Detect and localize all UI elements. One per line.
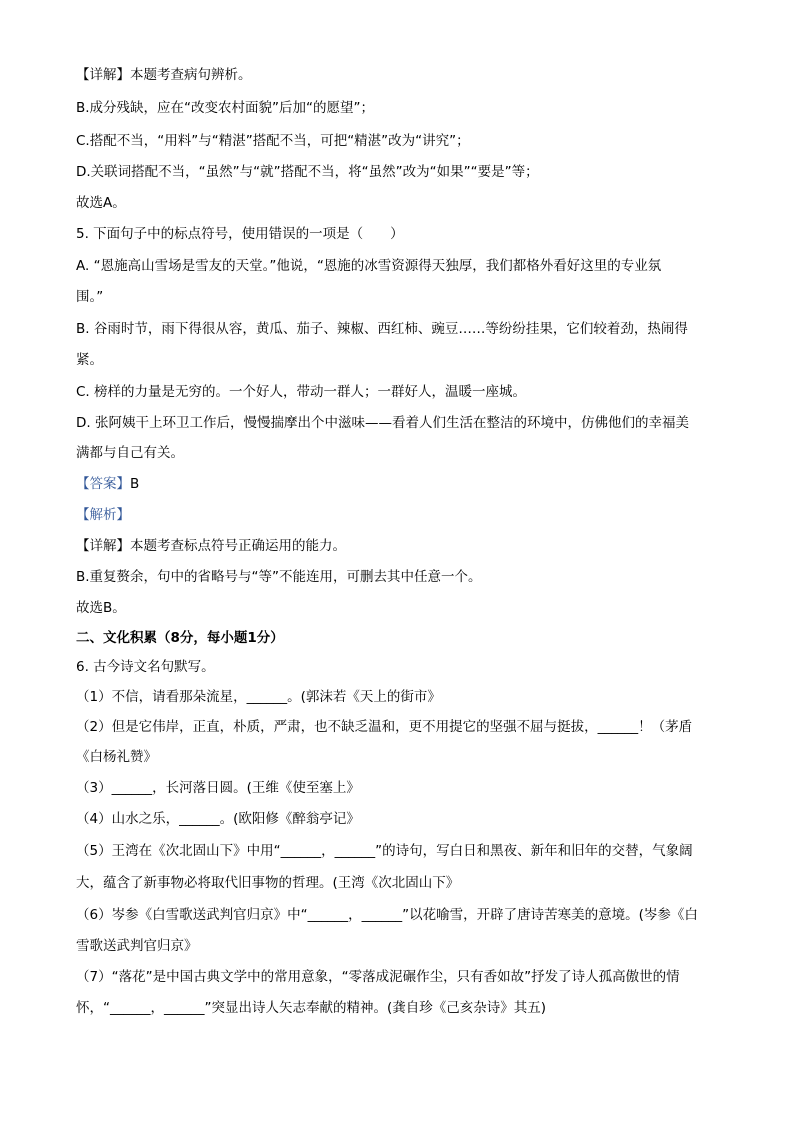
item-4: （4）山水之乐，______。(欧阳修《醉翁亭记》 xyxy=(76,811,360,827)
item-3: （3）______，长河落日圆。(王维《使至塞上》 xyxy=(76,780,360,796)
text-line: 大，蕴含了新事物必将取代旧事物的哲理。(王湾《次北固山下》 xyxy=(76,875,460,891)
text-line: B.成分残缺，应在“改变农村面貌”后加“的愿望”； xyxy=(76,100,375,116)
question-5: 5. 下面句子中的标点符号，使用错误的一项是（ ） xyxy=(76,226,404,242)
text-line: 故选B。 xyxy=(76,600,126,616)
item-1: （1）不信，请看那朵流星，______。(郭沫若《天上的街市》 xyxy=(76,689,441,705)
option-a: A. “恩施高山雪场是雪友的天堂。”他说，“恩施的冰雪资源得天独厚，我们都格外看好这里的专业氛 xyxy=(76,258,662,274)
analysis-label: 【解析】 xyxy=(76,507,130,523)
option-d: D. 张阿姨干上环卫工作后，慢慢揣摩出个中滋味——看着人们生活在整洁的环境中，仿佛他们的幸福美 xyxy=(76,415,689,431)
option-c: C. 榜样的力量是无穷的。一个好人，带动一群人；一群好人，温暖一座城。 xyxy=(76,384,527,400)
text-line: C.搭配不当，“用料”与“精湛”搭配不当，可把“精湛”改为“讲究”； xyxy=(76,133,470,149)
item-5: （5）王湾在《次北固山下》中用“______，______”的诗句，写白日和黑夜、新年和旧年的交替，气象阔 xyxy=(76,843,693,859)
text-line: 雪歌送武判官归京》 xyxy=(76,938,198,954)
text-line: 故选A。 xyxy=(76,195,126,211)
text-line: 怀，“______，______”突显出诗人矢志奉献的精神。(龚自珍《己亥杂诗》其五) xyxy=(76,1000,547,1016)
section-heading: 二、文化积累（8分，每小题1分） xyxy=(76,630,284,646)
answer-label: 【答案】 xyxy=(76,476,130,492)
item-7: （7）“落花”是中国古典文学中的常用意象，“零落成泥碾作尘，只有香如故”抒发了诗人孤高傲世的情 xyxy=(76,969,680,985)
text-line: 围。” xyxy=(76,289,104,305)
answer-value: B xyxy=(130,476,140,492)
option-b: B. 谷雨时节，雨下得很从容，黄瓜、茄子、辣椒、西红柿、豌豆……等纷纷挂果，它们较着劲，热闹得 xyxy=(76,321,688,337)
question-6: 6. 古今诗文名句默写。 xyxy=(76,659,215,675)
item-6: （6）岑参《白雪歌送武判官归京》中“______，______”以花喻雪，开辟了唐诗苦寒美的意境。(岑参《白 xyxy=(76,907,698,923)
text-line: 紧。 xyxy=(76,352,103,368)
text-line: 满都与自己有关。 xyxy=(76,445,184,461)
text-line: D.关联词搭配不当，“虽然”与“就”搭配不当，将“虽然”改为“如果”“要是”等； xyxy=(76,164,539,180)
text-line: 【详解】本题考查病句辨析。 xyxy=(76,67,252,83)
item-2: （2）但是它伟岸，正直，朴质，严肃，也不缺乏温和，更不用提它的坚强不屈与挺拔，______！（茅盾 xyxy=(76,719,693,735)
text-line: 【详解】本题考查标点符号正确运用的能力。 xyxy=(76,538,346,554)
answer-line xyxy=(76,476,139,492)
text-line: B.重复赘余，句中的省略号与“等”不能连用，可删去其中任意一个。 xyxy=(76,569,482,585)
text-line: 《白杨礼赞》 xyxy=(76,749,157,765)
